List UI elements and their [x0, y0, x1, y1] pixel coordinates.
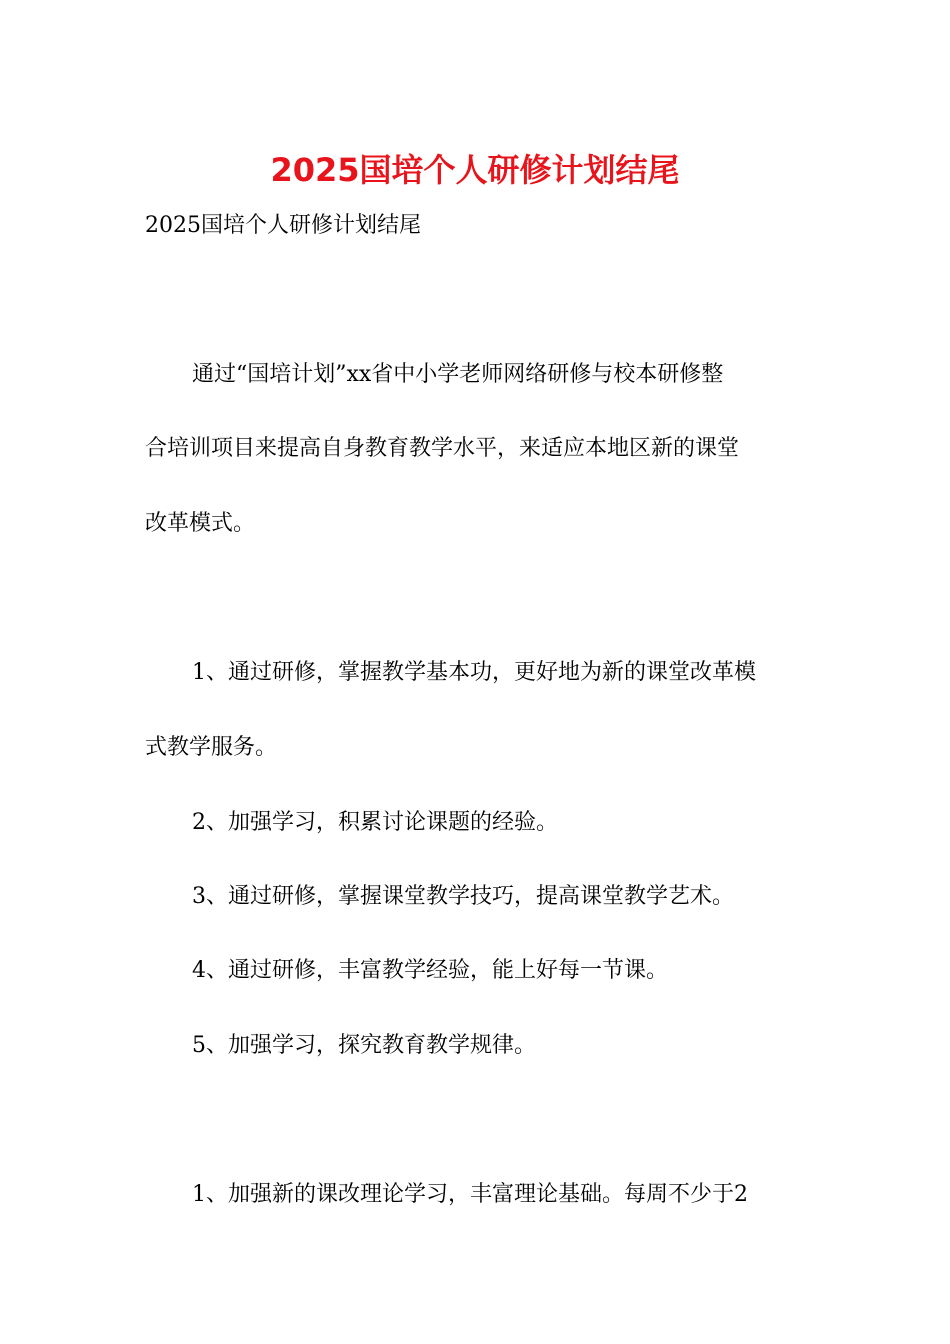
document-subtitle: 2025国培个人研修计划结尾 — [145, 213, 421, 238]
intro-line-2: 合培训项目来提高自身教育教学水平，来适应本地区新的课堂 — [145, 436, 740, 461]
goal-line-4: 3、通过研修，掌握课堂教学技巧，提高课堂教学艺术。 — [192, 884, 734, 909]
intro-line-3: 改革模式。 — [145, 511, 256, 536]
goal-line-3: 2、加强学习，积累讨论课题的经验。 — [192, 810, 558, 835]
goal-line-6: 5、加强学习，探究教育教学规律。 — [192, 1033, 536, 1058]
goal-line-5: 4、通过研修，丰富教学经验，能上好每一节课。 — [192, 958, 668, 983]
goal-line-2: 式教学服务。 — [145, 735, 278, 760]
measure-line-1: 1、加强新的课改理论学习，丰富理论基础。每周不少于2 — [192, 1182, 748, 1207]
document-title: 2025国培个人研修计划结尾 — [270, 151, 680, 189]
intro-line-1: 通过“国培计划”xx省中小学老师网络研修与校本研修整 — [192, 362, 724, 387]
goal-line-1: 1、通过研修，掌握教学基本功，更好地为新的课堂改革模 — [192, 660, 756, 685]
